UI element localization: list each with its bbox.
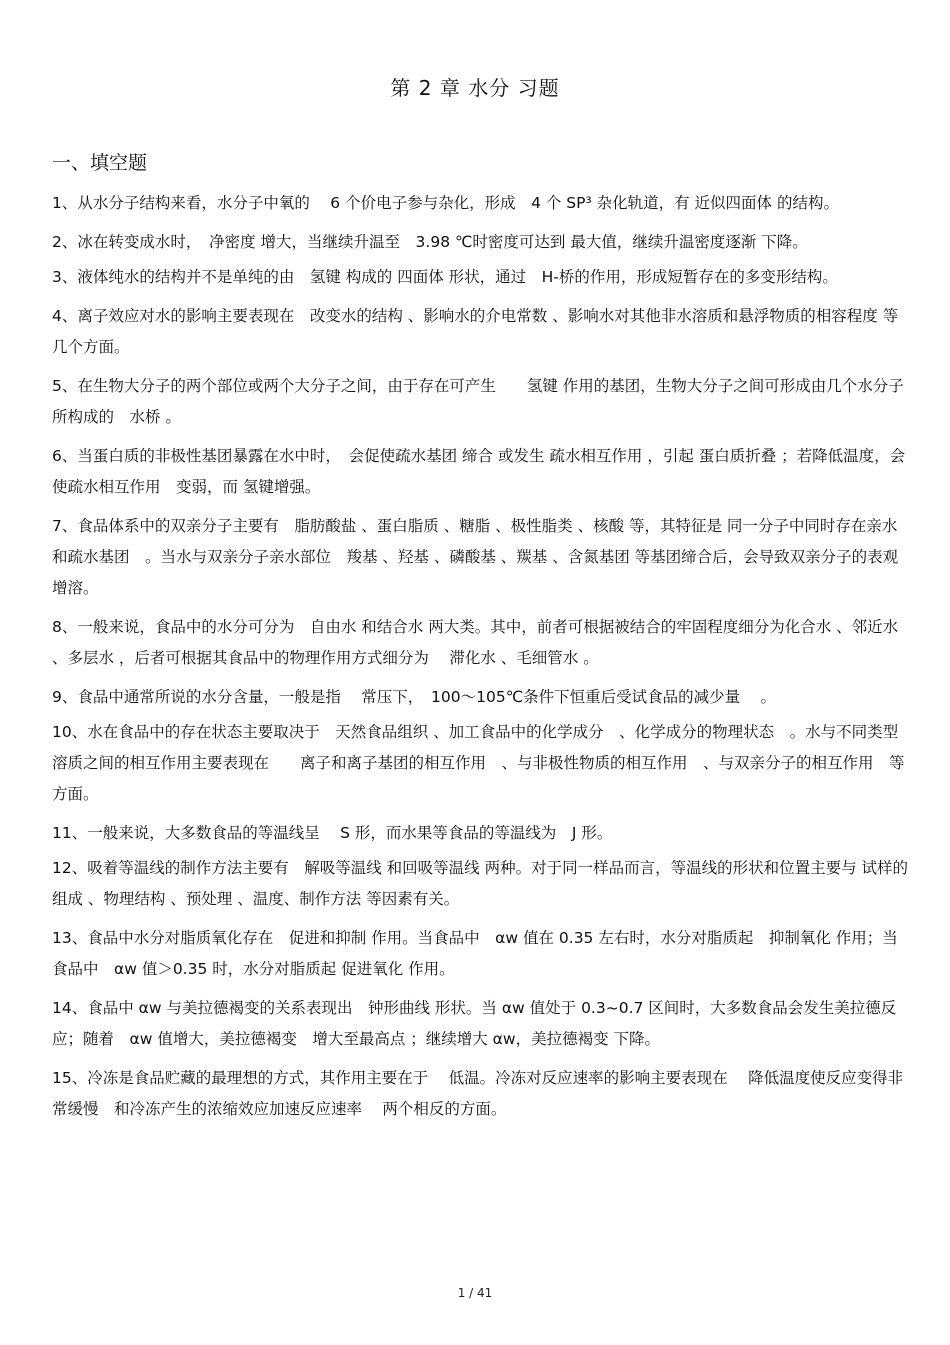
question-item: 10、水在食品中的存在状态主要取决于 天然食品组织 、加工食品中的化学成分 、化学成分的物理状态 。水与不同类型溶质之间的相互作用主要表现在 离子和离子基团的相互作用 、与非极性物质的相互作用 、与双亲分子的相互作用 等方面。 [52, 723, 905, 803]
question-item: 4、离子效应对水的影响主要表现在 改变水的结构 、影响水的介电常数 、影响水对其他非水溶质和悬浮物质的相容程度 等几个方面。 [52, 307, 899, 356]
question-item: 13、食品中水分对脂质氧化存在 促进和抑制 作用。当食品中 αw 值在 0.35 左右时，水分对脂质起 抑制氧化 作用；当食品中 αw 值＞0.35 时，水分对脂质起 促进氧化 作用。 [52, 929, 898, 978]
question-item: 14、食品中 αw 与美拉德褐变的关系表现出 钟形曲线 形状。当 αw 值处于 0.3~0.7 区间时，大多数食品会发生美拉德反应；随着 αw 值增大，美拉德褐变 增大至最高点 ；继续增大 αw，美拉德褐变 下降。 [52, 999, 897, 1048]
question-list [52, 188, 914, 1133]
question-item: 11、一般来说，大多数食品的等温线呈 S 形，而水果等食品的等温线为 J 形。 [52, 824, 613, 842]
question-item: 15、冷冻是食品贮藏的最理想的方式，其作用主要在于 低温。冷冻对反应速率的影响主要表现在 降低温度使反应变得非常缓慢 和冷冻产生的浓缩效应加速反应速率 两个相反的方面。 [52, 1069, 904, 1118]
page-number: 1 / 41 [457, 1286, 493, 1300]
question-item: 1、从水分子结构来看，水分子中氧的 6 个价电子参与杂化，形成 4 个 SP³ 杂化轨道，有 近似四面体 的结构。 [52, 194, 839, 212]
question-item: 5、在生物大分子的两个部位或两个大分子之间，由于存在可产生 氢键 作用的基团，生物大分子之间可形成由几个水分子所构成的 水桥 。 [52, 377, 904, 426]
section-heading: 一、填空题 [52, 152, 148, 174]
page-title: 第 2 章 水分 习题 [390, 76, 560, 100]
question-item: 7、食品体系中的双亲分子主要有 脂肪酸盐 、蛋白脂质 、糖脂 、极性脂类 、核酸 等，其特征是 同一分子中同时存在亲水和疏水基团 。当水与双亲分子亲水部位 羧基 、羟基 、磷酸基 、羰基 、含氮基团 等基团缔合后，会导致双亲分子的表观 增溶。 [52, 517, 914, 597]
question-item: 2、冰在转变成水时， 净密度 增大，当继续升温至 3.98 ℃时密度可达到 最大值，继续升温密度逐渐 下降。 [52, 233, 808, 251]
question-item: 6、当蛋白质的非极性基团暴露在水中时， 会促使疏水基团 缔合 或发生 疏水相互作用 ，引起 蛋白质折叠 ；若降低温度，会使疏水相互作用 变弱，而 氢键增强。 [52, 447, 906, 496]
question-item: 3、液体纯水的结构并不是单纯的由 氢键 构成的 四面体 形状，通过 H-桥的作用，形成短暂存在的多变形结构。 [52, 268, 838, 286]
question-item: 12、吸着等温线的制作方法主要有 解吸等温线 和回吸等温线 两种。对于同一样品而言，等温线的形状和位置主要与 试样的组成 、物理结构 、预处理 、温度、制作方法 等因素有关。 [52, 859, 909, 908]
question-item: 9、食品中通常所说的水分含量，一般是指 常压下， 100～105℃条件下恒重后受试食品的减少量 。 [52, 688, 777, 706]
question-item: 8、一般来说，食品中的水分可分为 自由水 和结合水 两大类。其中，前者可根据被结合的牢固程度细分为化合水 、邻近水 、多层水 ，后者可根据其食品中的物理作用方式细分为 滞化水 、毛细管水 。 [52, 618, 899, 667]
